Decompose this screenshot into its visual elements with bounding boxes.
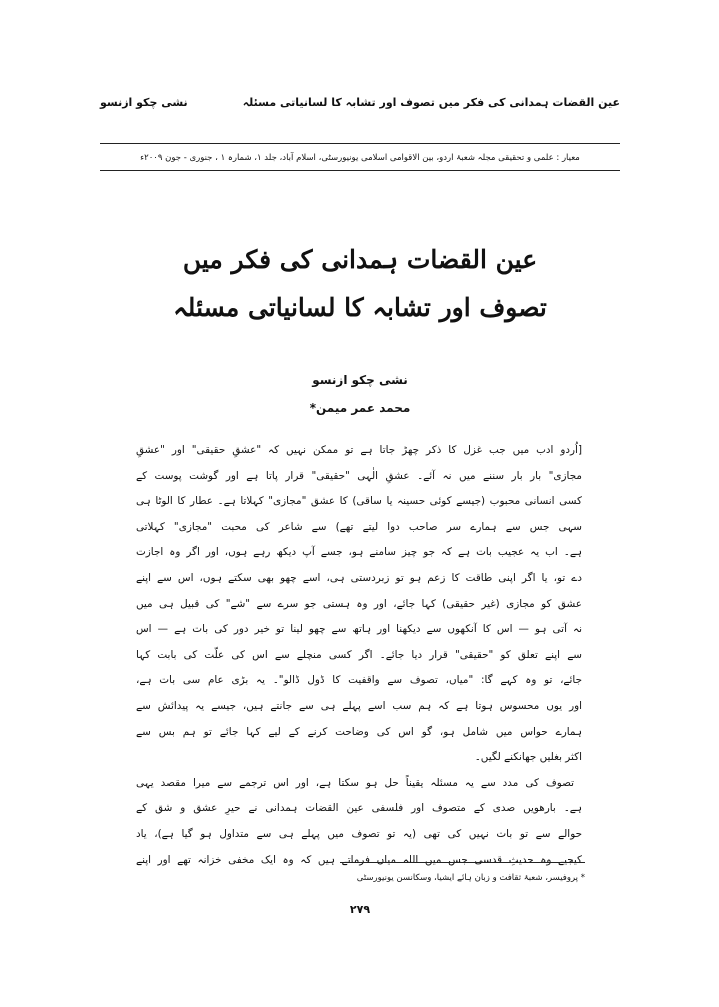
body-line: دے تو، یا اگر اپنی طاقت کا زعم ہو تو زبردستی ہی، اسے چھو بھی سکتے ہوں، اس سے اپنے bbox=[136, 571, 582, 584]
body-line: نہ آتی ہو — اس کا آنکھوں سے دیکھنا اور ہاتھ سے چھو لینا تو خیر دور کی بات ہے — اس bbox=[136, 623, 582, 636]
body-line: کسی انسانی محبوب (جیسے کوئی حسینہ یا ساقی) کا عشق "مجازی" کہلاتا ہے۔ عطار کا الوٹا ہی bbox=[136, 495, 582, 508]
author-block bbox=[100, 366, 620, 422]
footnote-rule bbox=[340, 862, 585, 863]
body-line: حوالے سے تو بات نہیں کی تھی (یہ تو تصوف میں پہلے ہی سے متداول ہو گیا ہے)، یاد bbox=[136, 827, 582, 840]
header-rule bbox=[100, 143, 620, 144]
body-text bbox=[136, 438, 582, 873]
article-title bbox=[100, 236, 620, 332]
article-title-line-2: تصوف اور تشابہ کا لسانیاتی مسئلہ bbox=[173, 293, 547, 322]
running-head-title: عین القضات ہمدانی کی فکر میں تصوف اور تشابہ کا لسانیاتی مسئلہ bbox=[242, 96, 620, 109]
body-line: جائے، تو وہ کہے گا: "میاں، تصوف سے واقفیت کا ڈول ڈالو"۔ یہ بڑی عام سی بات ہے، bbox=[136, 674, 582, 687]
body-line: اور یوں محسوس ہوتا ہے کہ ہم سب اسے پہلے ہی سے جانتے ہیں، جیسے یہ پیدائش سے bbox=[136, 699, 582, 712]
body-line: ہمارے حواس میں شامل ہو، گو اس کی وضاحت کرنے کے لیے کہا جائے تو ہم بس سے bbox=[136, 725, 582, 738]
footnote: * پروفیسر، شعبۂ ثقافت و زبان ہائے ایشیا، وسکانسن یونیورسٹی bbox=[356, 873, 585, 883]
running-head bbox=[100, 96, 620, 118]
author-secondary: محمد عمر میمن* bbox=[309, 401, 411, 415]
body-line: اکثر بغلیں جھانکنے لگیں۔ bbox=[474, 751, 582, 764]
citation-rule bbox=[100, 170, 620, 171]
author-primary: نشی چکو ازنسو bbox=[312, 373, 408, 387]
body-line: سہی جس سے ہمارے سر صاحب دوا لیتے تھے) سے شاعر کی محبت "مجازی" کہلاتی bbox=[136, 520, 582, 533]
article-title-line-1: عین القضات ہمدانی کی فکر میں bbox=[182, 245, 538, 274]
body-line: کیجیے وہ حدیثِ قدسی جس میں اللہ میاں فرماتے ہیں کہ وہ ایک مخفی خزانہ تھے اور اپنے bbox=[136, 853, 582, 866]
body-line: [اُردو ادب میں جب غزل کا ذکر چھڑ جاتا ہے تو ممکن نہیں کہ "عشقِ حقیقی" اور "عشقِ bbox=[136, 444, 582, 456]
body-line: مجازی" بار بار سننے میں نہ آئے۔ عشقِ الٰہی "حقیقی" قرار پاتا ہے اور گوشت پوست کے bbox=[136, 469, 582, 482]
page-number: ۲۷۹ bbox=[349, 903, 371, 916]
body-line: سے اپنے تعلق کو "حقیقی" قرار دیا جائے۔ اگر کسی منچلے سے اس کی علّت کی بابت کہا bbox=[136, 648, 582, 661]
body-line: ہے۔ اب یہ عجیب بات ہے کہ جو چیز سامنے ہو، جسے آپ دیکھ رہے ہوں، اور اگر وہ اجازت bbox=[136, 546, 582, 559]
journal-citation: معیار : علمی و تحقیقی مجلہ شعبۂ اردو، بین الاقوامی اسلامی یونیورسٹی، اسلام آباد، جلد ۱، شمارہ ۱ ، جنوری - جون ۲۰۰۹ء bbox=[140, 153, 580, 163]
running-head-author: نشی چکو ازنسو bbox=[100, 96, 188, 109]
body-line: تصوف کی مدد سے یہ مسئلہ یقیناً حل ہو سکتا ہے، اور اس ترجمے سے میرا مقصد یہی bbox=[136, 776, 574, 789]
body-line: ہے۔ بارھویں صدی کے متصوف اور فلسفی عین القضات ہمدانی نے حیرِ عشق و شق کے bbox=[136, 802, 582, 815]
body-line: عشق کو مجازی (غیر حقیقی) کہا جائے، اور وہ ہستی جو سرے سے "شے" کی قبیل ہی میں bbox=[136, 597, 582, 610]
